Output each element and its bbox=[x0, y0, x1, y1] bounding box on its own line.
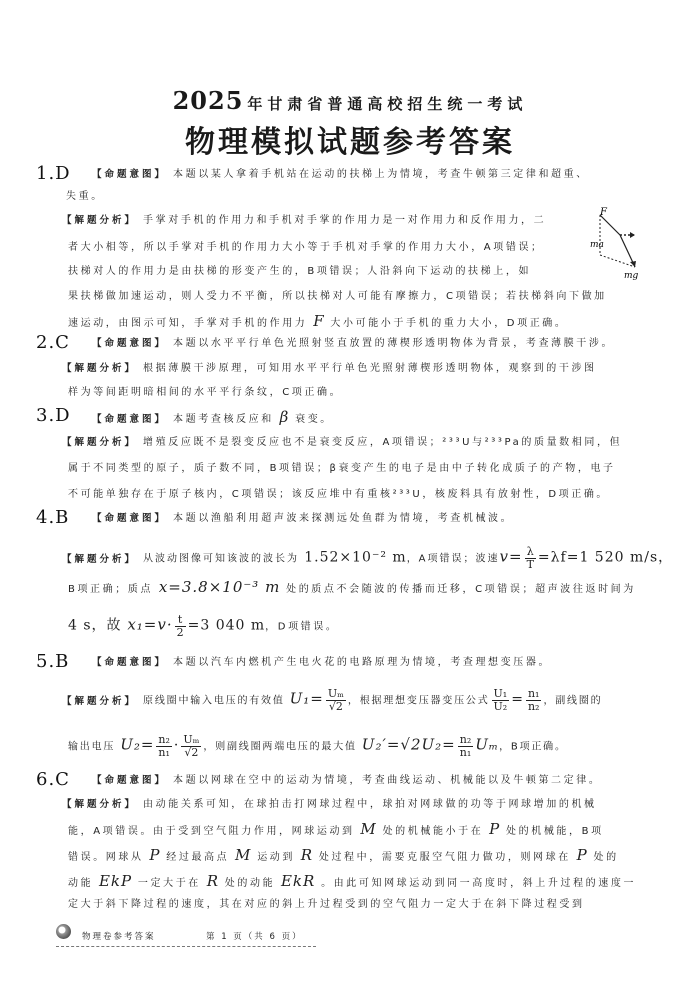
intent-line bbox=[92, 410, 648, 427]
analysis-line: 不可能单独存在于原子核内，C项错误；该反应堆中有重核²³³U，核废料具有放射性，D项正确。 bbox=[68, 489, 610, 500]
symbol: M bbox=[360, 820, 377, 838]
formula: = bbox=[511, 691, 524, 708]
analysis-line: 样为等间距明暗相间的水平平行条纹，C项正确。 bbox=[68, 387, 343, 398]
label-ma: ma bbox=[590, 240, 604, 250]
denominator: T bbox=[526, 558, 534, 571]
page-title: 物理模拟试题参考答案 bbox=[185, 125, 515, 160]
formula: U₂′=√2U₂= bbox=[361, 735, 456, 754]
page-number: 第 1 页（共 6 页） bbox=[206, 932, 303, 942]
symbol: EkR bbox=[280, 872, 316, 890]
intent-tag: 【 命题意图 】 bbox=[92, 512, 167, 526]
intent-line-2: 失重。 bbox=[66, 191, 104, 202]
text: 动能 bbox=[68, 878, 94, 889]
analysis-text: 增殖反应既不是裂变反应也不是衰变反应，A项错误；²³³U与²³³Pa的质量数相同，但 bbox=[143, 437, 623, 448]
exam-subtitle bbox=[0, 86, 700, 115]
fraction bbox=[492, 688, 510, 713]
text: 。由此可知网球运动到同一高度时，斜上升过程的速度一 bbox=[321, 878, 637, 889]
analysis-text: 由动能关系可知，在球拍击打网球过程中，球拍对网球做的功等于网球增加的机械 bbox=[143, 799, 597, 810]
intent-tag: 【 命题意图 】 bbox=[92, 774, 167, 788]
force-F-arrow bbox=[600, 215, 620, 235]
intent-tag: 【 命题意图 】 bbox=[92, 413, 167, 427]
numerator: Uₘ bbox=[327, 687, 344, 700]
text: 原线圈中输入电压的有效值 bbox=[143, 695, 285, 707]
analysis-line: 者大小相等，所以手掌对手机的作用力大小等于手机对手掌的作用力大小，A项错误； bbox=[68, 242, 544, 253]
formula: · bbox=[173, 737, 180, 754]
label-mg: mg bbox=[624, 271, 639, 280]
analysis-line bbox=[68, 822, 648, 839]
analysis-line bbox=[68, 874, 648, 891]
analysis-line bbox=[68, 314, 648, 331]
numerator: n₂ bbox=[158, 733, 170, 746]
symbol: R bbox=[206, 872, 219, 890]
intent-text: 本题以网球在空中的运动为情境，考查曲线运动、机械能以及牛顿第二定律。 bbox=[173, 775, 602, 786]
analysis-line bbox=[68, 614, 648, 639]
formula: Uₘ bbox=[475, 735, 500, 754]
analysis-line bbox=[68, 734, 648, 759]
text: ，A项错误；波速 bbox=[406, 553, 500, 565]
intent-tag: 【 命题意图 】 bbox=[92, 168, 167, 182]
page-footer bbox=[56, 928, 316, 947]
exam-name: 年甘肃省普通高校招生统一考试 bbox=[247, 95, 528, 113]
text: 运动到 bbox=[257, 852, 295, 863]
analysis-text: 手掌对手机的作用力和手机对手掌的作用力是一对作用力和反作用力，二 bbox=[143, 215, 547, 226]
intent-text: 本题以水平平行单色光照射竖直放置的薄楔形透明物体为背景，考查薄膜干涉。 bbox=[173, 338, 615, 349]
fraction bbox=[326, 688, 346, 713]
analysis-tag: 【 解题分析 】 bbox=[62, 798, 137, 812]
exam-year: 2025 bbox=[172, 86, 244, 115]
formula: 4 s，故 bbox=[68, 617, 122, 634]
publisher-logo-icon bbox=[56, 924, 71, 939]
symbol: P bbox=[576, 846, 588, 864]
analysis-tag: 【 解题分析 】 bbox=[62, 553, 137, 567]
denominator: 2 bbox=[176, 626, 184, 639]
analysis-tag: 【 解题分析 】 bbox=[62, 214, 137, 228]
text: 处过程中，需要克服空气阻力做功，则网球在 bbox=[318, 852, 571, 863]
analysis-line bbox=[62, 688, 648, 713]
text: ，B项正确。 bbox=[499, 741, 567, 753]
text: ，则副线圈两端电压的最大值 bbox=[203, 741, 357, 753]
text: 处的质点不会随波的传播而迁移，C项错误；超声波往返时间为 bbox=[286, 584, 636, 595]
text: ，根据理想变压器变压公式 bbox=[347, 695, 490, 707]
intent-tag: 【 命题意图 】 bbox=[92, 656, 167, 670]
beta-symbol: β bbox=[279, 408, 290, 426]
text: 大小可能小于手机的重力大小，D项正确。 bbox=[330, 318, 568, 329]
fraction bbox=[156, 734, 172, 759]
numerator: t bbox=[175, 614, 186, 627]
text: B项正确；质点 bbox=[68, 584, 154, 595]
denominator: U₂ bbox=[493, 700, 508, 713]
symbol: M bbox=[235, 846, 252, 864]
formula: =λf=1 520 m/s， bbox=[537, 549, 674, 566]
text: ，副线圈的 bbox=[543, 695, 603, 707]
symbol: F bbox=[313, 312, 325, 330]
analysis-line bbox=[68, 580, 648, 597]
footer-label: 物理卷参考答案 bbox=[82, 932, 156, 942]
analysis-line bbox=[62, 798, 648, 812]
label-F: F bbox=[600, 207, 607, 218]
analysis-tag: 【 解题分析 】 bbox=[62, 695, 137, 709]
intent-tag: 【 命题意图 】 bbox=[92, 337, 167, 351]
intent-text: 本题以汽车内燃机产生电火花的电路原理为情境，考查理想变压器。 bbox=[173, 657, 552, 668]
analysis-text: 根据薄膜干涉原理，可知用水平平行单色光照射薄楔形透明物体，观察到的干涉图 bbox=[143, 363, 597, 374]
analysis-line: 扶梯对人的作用力是由扶梯的形变产生的，B项错误；人沿斜向下运动的扶梯上，如 bbox=[68, 266, 532, 277]
denominator: √2 bbox=[328, 700, 343, 713]
question-number: 6.C bbox=[36, 769, 70, 790]
fraction bbox=[175, 614, 186, 639]
text: 从波动图像可知该波的波长为 bbox=[143, 553, 300, 565]
fraction bbox=[525, 546, 536, 571]
text: 经过最高点 bbox=[166, 852, 230, 863]
symbol: P bbox=[149, 846, 161, 864]
numerator: n₂ bbox=[459, 733, 472, 746]
arrow-head bbox=[630, 232, 635, 238]
intent-text: 本题以渔船利用超声波来探测远处鱼群为情境，考查机械波。 bbox=[173, 513, 514, 524]
fraction bbox=[526, 688, 542, 713]
text: 输出电压 bbox=[68, 741, 116, 753]
text: 处的 bbox=[593, 852, 619, 863]
fraction bbox=[181, 734, 201, 759]
question-number: 2.C bbox=[36, 332, 70, 353]
text: 一定大于在 bbox=[137, 878, 201, 889]
formula: v= bbox=[499, 547, 523, 566]
intent-text: 本题以某人拿着手机站在运动的扶梯上为情境，考查牛顿第三定律和超重、 bbox=[173, 169, 589, 180]
intent-line bbox=[92, 337, 648, 351]
formula: x₁=v· bbox=[127, 615, 173, 634]
intent-text: 本题考查核反应和 bbox=[173, 414, 274, 425]
text: ，D项错误。 bbox=[265, 621, 339, 633]
force-diagram bbox=[590, 205, 650, 280]
analysis-line bbox=[62, 436, 648, 450]
text: 处的动能 bbox=[224, 878, 276, 889]
formula: U₁= bbox=[289, 689, 324, 708]
denominator: n₂ bbox=[527, 700, 540, 713]
numerator: λ bbox=[525, 546, 536, 559]
analysis-line: 属于不同类型的原子，质子数不同，B项错误；β衰变产生的电子是由中子转化成质子的产物，电子 bbox=[68, 463, 616, 474]
question-number: 1.D bbox=[36, 163, 71, 184]
text: 错误。网球从 bbox=[68, 852, 144, 863]
formula: x=3.8×10⁻³ m bbox=[158, 578, 281, 596]
analysis-line bbox=[62, 545, 674, 571]
intent-line bbox=[92, 656, 648, 670]
text: 处的机械能，B项 bbox=[506, 826, 604, 837]
symbol: EkP bbox=[98, 872, 133, 890]
formula: U₂= bbox=[120, 735, 155, 754]
denominator: √2 bbox=[184, 746, 199, 759]
question-number: 4.B bbox=[36, 507, 70, 528]
text: 速运动，由图示可知，手掌对手机的作用力 bbox=[68, 318, 308, 329]
analysis-tag: 【 解题分析 】 bbox=[62, 362, 137, 376]
question-number: 5.B bbox=[36, 651, 70, 672]
formula: =3 040 m bbox=[187, 617, 266, 634]
intent-text: 衰变。 bbox=[295, 414, 333, 425]
analysis-tag: 【 解题分析 】 bbox=[62, 436, 137, 450]
analysis-line bbox=[62, 362, 648, 376]
analysis-line bbox=[62, 214, 590, 228]
analysis-line: 定大于斜下降过程的速度，其在对应的斜上升过程受到的空气阻力一定大于在斜下降过程受到 bbox=[68, 899, 585, 910]
numerator: n₁ bbox=[527, 687, 540, 700]
symbol: P bbox=[489, 820, 501, 838]
denominator: n₁ bbox=[158, 746, 170, 759]
formula: 1.52×10⁻² m bbox=[304, 549, 407, 566]
intent-line bbox=[92, 512, 648, 526]
symbol: R bbox=[300, 846, 314, 864]
intent-line bbox=[92, 168, 648, 182]
analysis-line: 果扶梯做加速运动，则人受力不平衡，所以扶梯对人可能有摩擦力，C项错误；若扶梯斜向下做加 bbox=[68, 291, 607, 302]
numerator: Uₘ bbox=[183, 733, 200, 746]
intent-line bbox=[92, 774, 648, 788]
numerator: U₁ bbox=[493, 687, 508, 700]
question-number: 3.D bbox=[36, 405, 71, 426]
analysis-line bbox=[68, 848, 648, 865]
denominator: n₁ bbox=[459, 746, 472, 759]
text: 能，A项错误。由于受到空气阻力作用，网球运动到 bbox=[68, 826, 355, 837]
text: 处的机械能小于在 bbox=[382, 826, 484, 837]
fraction bbox=[458, 734, 474, 759]
